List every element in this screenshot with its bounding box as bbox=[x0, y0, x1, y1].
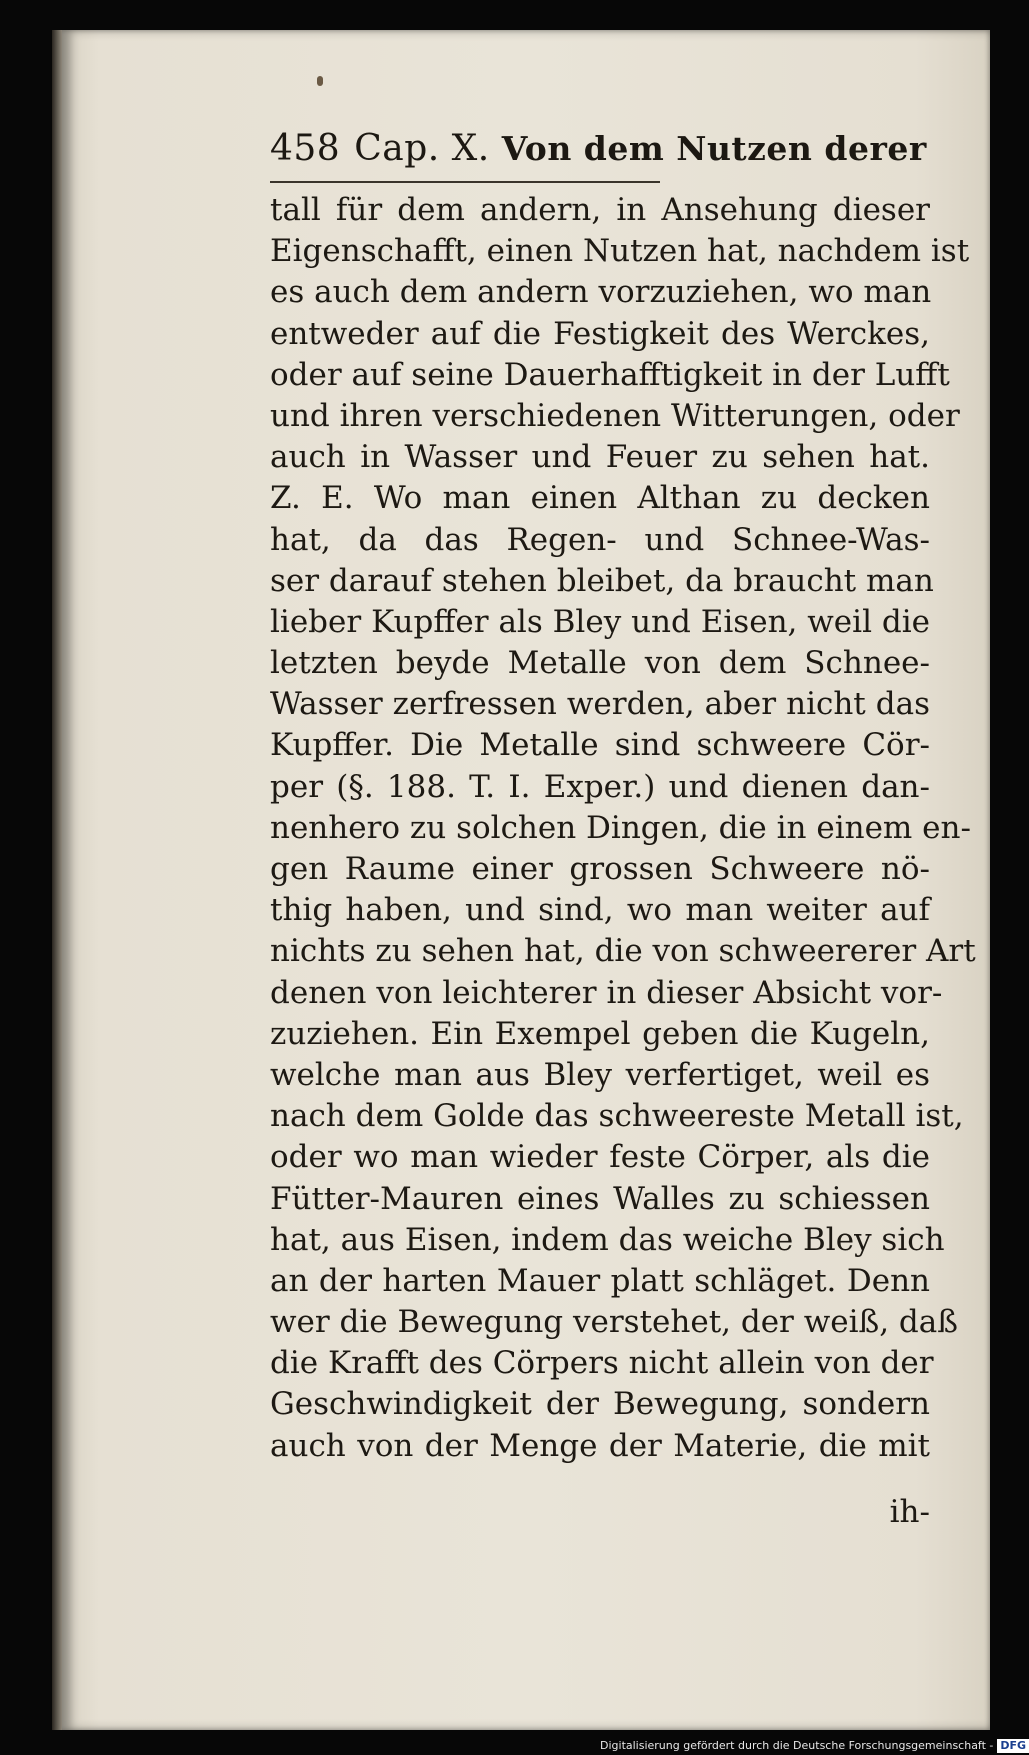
text-line: nichts zu sehen hat, die von schweererer Art bbox=[270, 933, 976, 970]
text-line: gen Raume einer grossen Schweere nö- bbox=[270, 851, 930, 887]
body-text bbox=[270, 190, 976, 1467]
text-line: lieber Kupffer als Bley und Eisen, weil die bbox=[270, 603, 930, 640]
text-line: es auch dem andern vorzuziehen, wo man bbox=[270, 274, 932, 311]
text-line: oder wo man wieder feste Cörper, als die bbox=[270, 1139, 930, 1176]
text-line: denen von leichterer in dieser Absicht vor- bbox=[270, 974, 943, 1011]
text-line: und ihren verschiedenen Witterungen, oder bbox=[270, 397, 960, 434]
header-rule bbox=[270, 181, 660, 183]
chapter-label: Cap. X. bbox=[354, 128, 490, 169]
page-edge bbox=[52, 30, 62, 1730]
text-line: an der harten Mauer platt schläget. Denn bbox=[270, 1262, 930, 1299]
text-line: auch von der Menge der Materie, die mit bbox=[270, 1427, 930, 1464]
text-line: Z. E. Wo man einen Althan zu decken bbox=[270, 480, 930, 517]
text-line: tall für dem andern, in Ansehung dieser bbox=[270, 192, 930, 228]
page-number: 458 bbox=[270, 128, 341, 169]
digitization-footer bbox=[600, 1737, 1027, 1755]
text-line: zuziehen. Ein Exempel geben die Kugeln, bbox=[270, 1015, 930, 1052]
text-line: letzten beyde Metalle von dem Schnee- bbox=[270, 645, 930, 682]
text-line: ser darauf stehen bleibet, da braucht man bbox=[270, 562, 934, 599]
text-line: oder auf seine Dauerhafftigkeit in der Lufft bbox=[270, 356, 950, 393]
text-line: thig haben, und sind, wo man weiter auf bbox=[270, 892, 930, 929]
text-line: per (§. 188. T. I. Exper.) und dienen dan- bbox=[270, 768, 930, 805]
text-line: Wasser zerfressen werden, aber nicht das bbox=[270, 686, 930, 723]
text-line: welche man aus Bley verfertiget, weil es bbox=[270, 1056, 930, 1093]
text-line: hat, aus Eisen, indem das weiche Bley sich bbox=[270, 1221, 945, 1258]
running-title: Von dem Nutzen derer bbox=[501, 129, 927, 168]
text-line: Kupffer. Die Metalle sind schweere Cör- bbox=[270, 727, 930, 764]
text-line: die Krafft des Cörpers nicht allein von der bbox=[270, 1345, 934, 1382]
text-line: hat, da das Regen- und Schnee-Was- bbox=[270, 521, 930, 558]
catchword: ih- bbox=[889, 1494, 930, 1530]
text-line: auch in Wasser und Feuer zu sehen hat. bbox=[270, 439, 930, 476]
footer-credit: Digitalisierung gefördert durch die Deutsche Forschungsgemeinschaft - bbox=[600, 1739, 994, 1752]
text-line: Eigenschafft, einen Nutzen hat, nachdem ist bbox=[270, 233, 970, 270]
text-line: Fütter-Mauren eines Walles zu schiessen bbox=[270, 1180, 930, 1217]
text-line: wer die Bewegung verstehet, der weiß, daß bbox=[270, 1304, 958, 1341]
ink-mark bbox=[317, 76, 323, 86]
text-line: nach dem Golde das schweereste Metall ist, bbox=[270, 1098, 964, 1135]
page-header bbox=[270, 128, 930, 184]
dfg-logo: DFG bbox=[997, 1739, 1029, 1753]
text-line: nenhero zu solchen Dingen, die in einem en- bbox=[270, 809, 971, 846]
text-line: Geschwindigkeit der Bewegung, sondern bbox=[270, 1386, 930, 1423]
text-line: entweder auf die Festigkeit des Werckes, bbox=[270, 315, 930, 352]
